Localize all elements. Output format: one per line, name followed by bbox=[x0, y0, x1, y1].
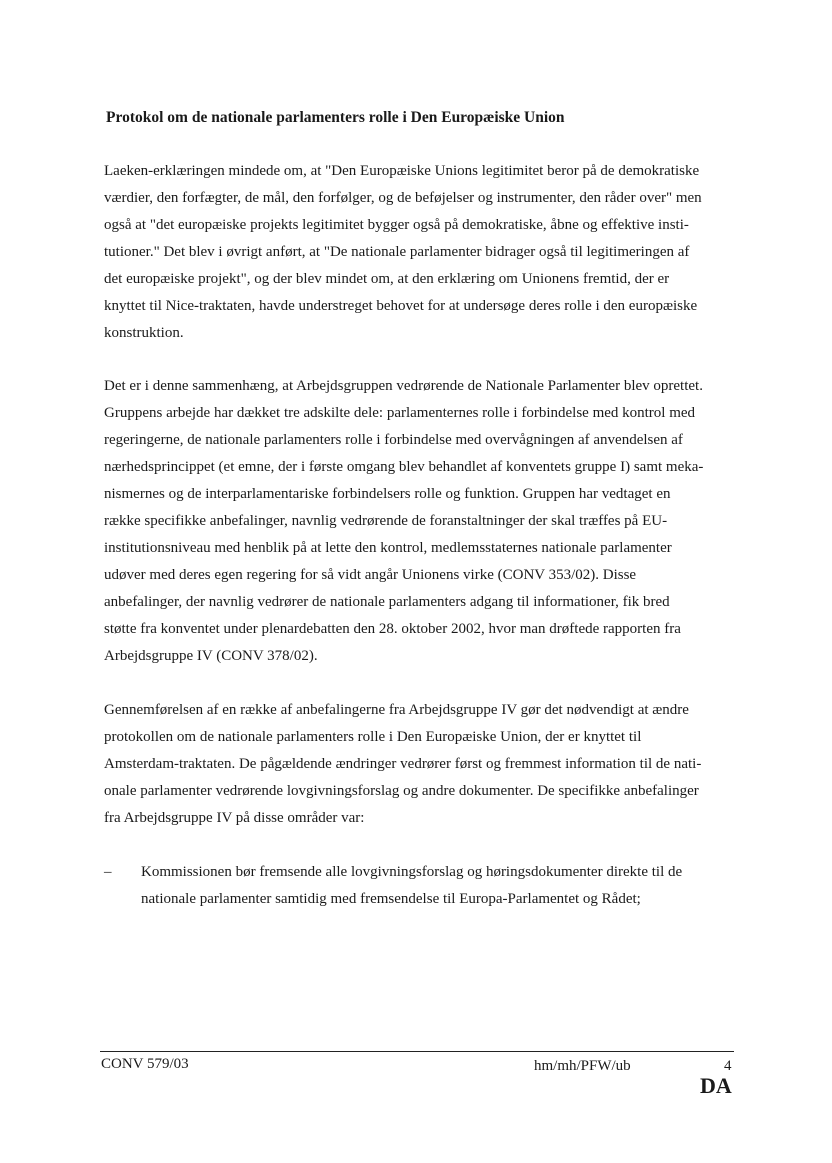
paragraph-implementation bbox=[104, 697, 744, 832]
document-title: Protokol om de nationale parlamenters rolle i Den Europæiske Union bbox=[106, 109, 565, 126]
footer-divider bbox=[100, 1051, 734, 1052]
text-line: række specifikke anbefalinger, navnlig vedrørende de foranstaltninger der skal træffes på EU- bbox=[104, 513, 668, 529]
text-line: tutioner." Det blev i øvrigt anført, at "De nationale parlamenter bidrager også til legitimeringen af bbox=[104, 244, 690, 260]
text-line: nationale parlamenter samtidig med fremsendelse til Europa-Parlamentet og Rådet; bbox=[141, 891, 641, 907]
text-line: anbefalinger, der navnlig vedrører de nationale parlamenters adgang til informationer, fik bred bbox=[104, 594, 670, 610]
footer-initials: hm/mh/PFW/ub bbox=[534, 1058, 631, 1074]
bullet-marker: – bbox=[104, 864, 112, 880]
text-line: Laeken-erklæringen mindede om, at "Den Europæiske Unions legitimitet beror på de demokratiske bbox=[104, 163, 700, 179]
bullet-text bbox=[141, 859, 741, 913]
language-code: DA bbox=[700, 1073, 732, 1098]
text-line: nærhedsprincippet (et emne, der i første omgang blev behandlet af konventets gruppe I) samt meka- bbox=[104, 459, 704, 475]
text-line: udøver med deres egen regering for så vidt angår Unionens virke (CONV 353/02). Disse bbox=[104, 567, 637, 583]
text-line: fra Arbejdsgruppe IV på disse områder var: bbox=[104, 810, 365, 826]
text-line: konstruktion. bbox=[104, 325, 184, 341]
text-line: nismernes og de interparlamentariske forbindelsers rolle og funktion. Gruppen har vedtaget en bbox=[104, 486, 671, 502]
paragraph-laeken bbox=[104, 158, 744, 347]
text-line: Kommissionen bør fremsende alle lovgivningsforslag og høringsdokumenter direkte til de bbox=[141, 864, 683, 880]
footer-reference: CONV 579/03 bbox=[101, 1056, 189, 1072]
text-line: Gruppens arbejde har dækket tre adskilte dele: parlamenternes rolle i forbindelse med kontrol med bbox=[104, 405, 696, 421]
text-line: Det er i denne sammenhæng, at Arbejdsgruppen vedrørende de Nationale Parlamenter blev oprettet. bbox=[104, 378, 703, 394]
paragraph-working-group bbox=[104, 373, 744, 670]
text-line: protokollen om de nationale parlamenters rolle i Den Europæiske Union, der er knyttet til bbox=[104, 729, 642, 745]
text-line: regeringerne, de nationale parlamenters rolle i forbindelse med overvågningen af anvendelsen af bbox=[104, 432, 683, 448]
text-line: Arbejdsgruppe IV (CONV 378/02). bbox=[104, 648, 318, 664]
page-number: 4 bbox=[724, 1058, 732, 1074]
text-line: også at "det europæiske projekts legitimitet bygger også på demokratiske, åbne og effektive insti- bbox=[104, 217, 689, 233]
text-line: institutionsniveau med henblik på at lette den kontrol, medlemsstaternes nationale parlamenter bbox=[104, 540, 672, 556]
text-line: værdier, den forfægter, de mål, den forfølger, og de beføjelser og instrumenter, den råder over" men bbox=[104, 190, 702, 206]
text-line: onale parlamenter vedrørende lovgivningsforslag og andre dokumenter. De specifikke anbefalinger bbox=[104, 783, 699, 799]
text-line: Amsterdam-traktaten. De pågældende ændringer vedrører først og fremmest information til de nati- bbox=[104, 756, 702, 772]
text-line: knyttet til Nice-traktaten, havde understreget behovet for at undersøge deres rolle i den europæiske bbox=[104, 298, 698, 314]
text-line: Gennemførelsen af en række af anbefalingerne fra Arbejdsgruppe IV gør det nødvendigt at ændre bbox=[104, 702, 689, 718]
text-line: støtte fra konventet under plenardebatten den 28. oktober 2002, hvor man drøftede rapporten fra bbox=[104, 621, 681, 637]
text-line: det europæiske projekt", og der blev mindet om, at den erklæring om Unionens fremtid, der er bbox=[104, 271, 670, 287]
